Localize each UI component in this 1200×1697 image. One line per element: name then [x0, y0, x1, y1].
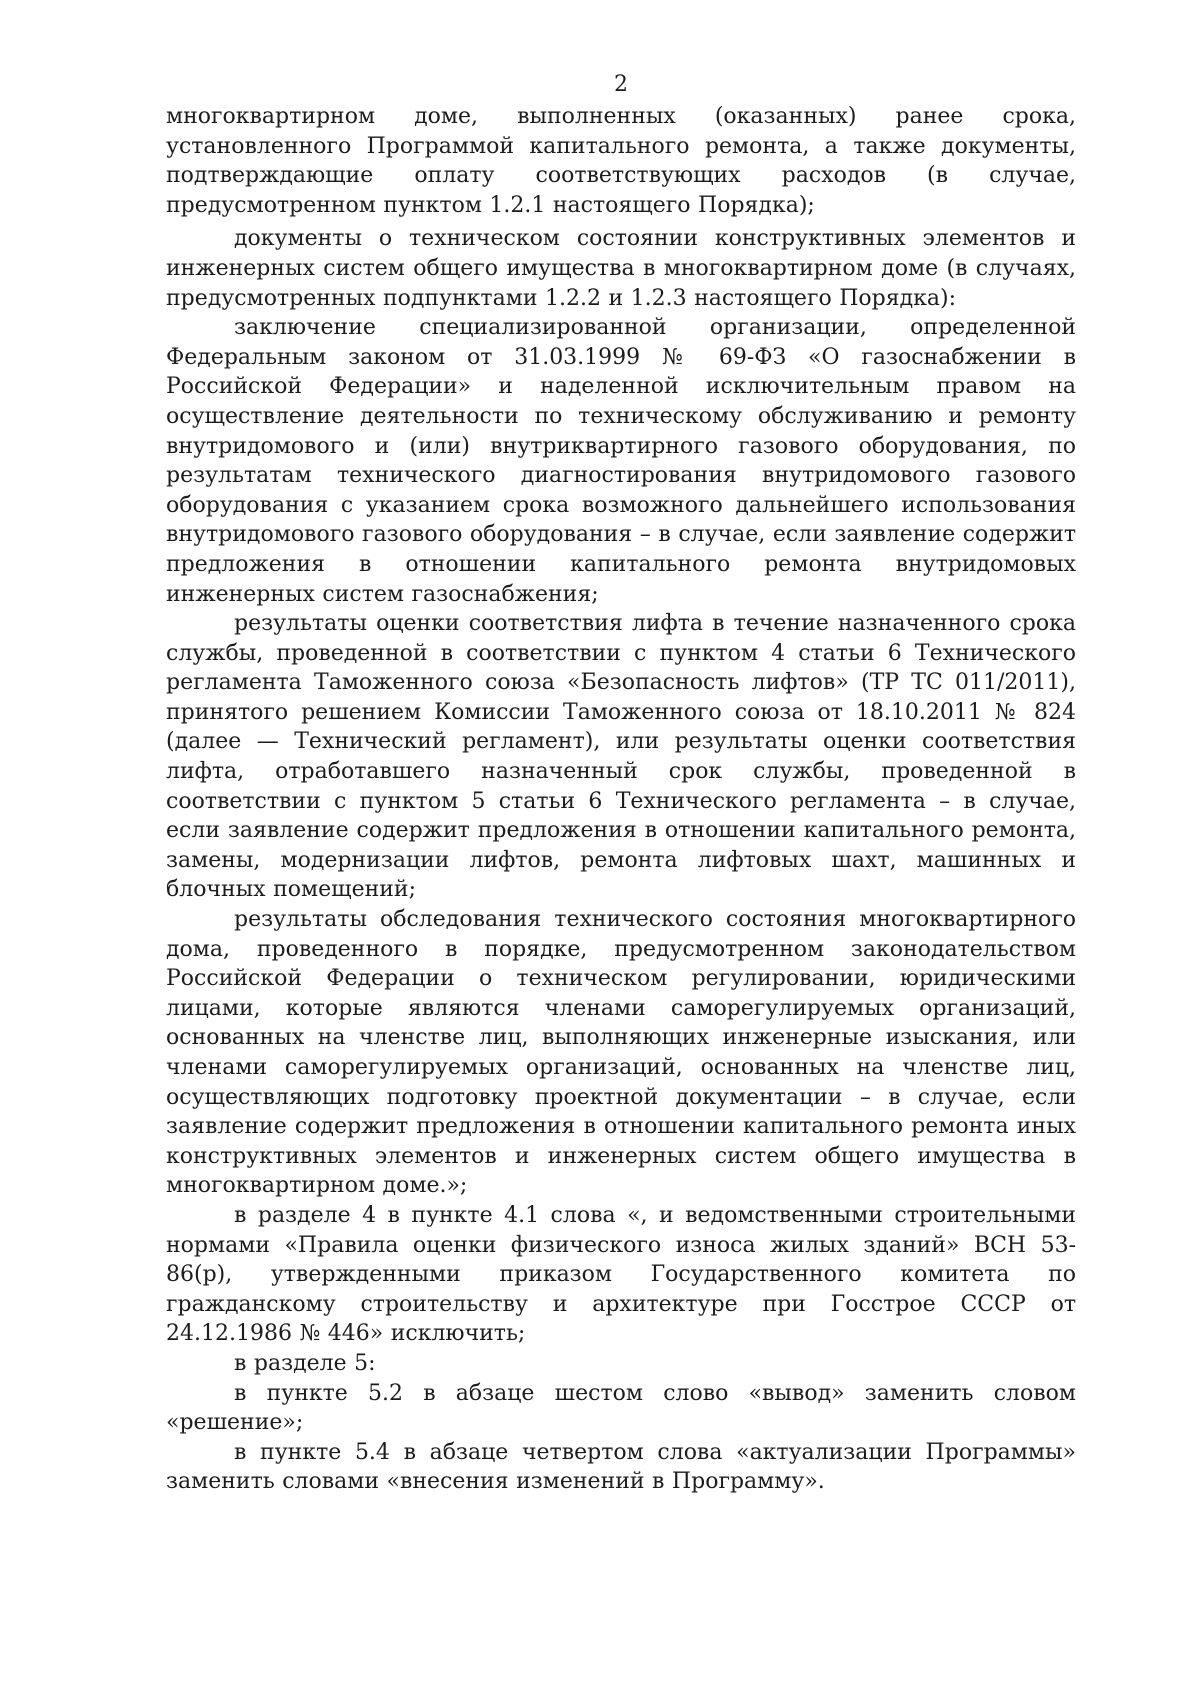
paragraph-2: документы о техническом состоянии конструктивных элементов и инженерных систем общего имущества в многоквартирном доме (в случаях, предусмотренных подпунктами 1.2.2 и 1.2.3 настоящего Порядка):: [166, 226, 1076, 311]
paragraph-4: результаты оценки соответствия лифта в течение назначенного срока службы, проведенной в соответствии с пунктом 4 статьи 6 Технического регламента Таможенного союза «Безопасность лифтов» (ТР ТС 011/2011), принятого решением Комиссии Таможенного союза от 18.10.2011 № 824 (далее — Технический регламент), или результаты оценки соответствия лифта, отработавшего назначенный срок службы, проведенной в соответствии с пунктом 5 статьи 6 Технического регламента – в случае, если заявление содержит предложения в отношении капитального ремонта, замены, модернизации лифтов, ремонта лифтовых шахт, машинных и блочных помещений;: [166, 611, 1076, 903]
paragraph-7: в разделе 5:: [234, 1350, 376, 1376]
page-number: 2: [614, 72, 628, 97]
paragraph-8: в пункте 5.2 в абзаце шестом слово «вывод» заменить словом «решение»;: [166, 1380, 1076, 1436]
paragraph-6: в разделе 4 в пункте 4.1 слова «, и ведомственными строительными нормами «Правила оценки физического износа жилых зданий» ВСН 53-86(р), утвержденными приказом Государственного комитета по гражданскому строительству и архитектуре при Госстрое СССР от 24.12.1986 № 446» исключить;: [166, 1202, 1076, 1347]
paragraph-5: результаты обследования технического состояния многоквартирного дома, проведенного в порядке, предусмотренном законодательством Российской Федерации о техническом регулировании, юридическими лицами, которые являются членами саморегулируемых организаций, основанных на членстве лиц, выполняющих инженерные изыскания, или членами саморегулируемых организаций, основанных на членстве лиц, осуществляющих подготовку проектной документации – в случае, если заявление содержит предложения в отношении капитального ремонта иных конструктивных элементов и инженерных систем общего имущества в многоквартирном доме.»;: [166, 907, 1076, 1199]
paragraph-1: многоквартирном доме, выполненных (оказанных) ранее срока, установленного Программой капитального ремонта, а также документы, подтверждающие оплату соответствующих расходов (в случае, предусмотренном пунктом 1.2.1 настоящего Порядка);: [166, 104, 1076, 218]
paragraph-9: в пункте 5.4 в абзаце четвертом слова «актуализации Программы» заменить словами «внесения изменений в Программу».: [166, 1439, 1076, 1495]
paragraph-3: заключение специализированной организации, определенной Федеральным законом от 31.03.1999 № 69-ФЗ «О газоснабжении в Российской Федерации» и наделенной исключительным правом на осуществление деятельности по техническому обслуживанию и ремонту внутридомового и (или) внутриквартирного газового оборудования, по результатам технического диагностирования внутридомового газового оборудования с указанием срока возможного дальнейшего использования внутридомового газового оборудования – в случае, если заявление содержит предложения в отношении капитального ремонта внутридомовых инженерных систем газоснабжения;: [166, 315, 1076, 607]
document-page: [166, 70, 1076, 1497]
